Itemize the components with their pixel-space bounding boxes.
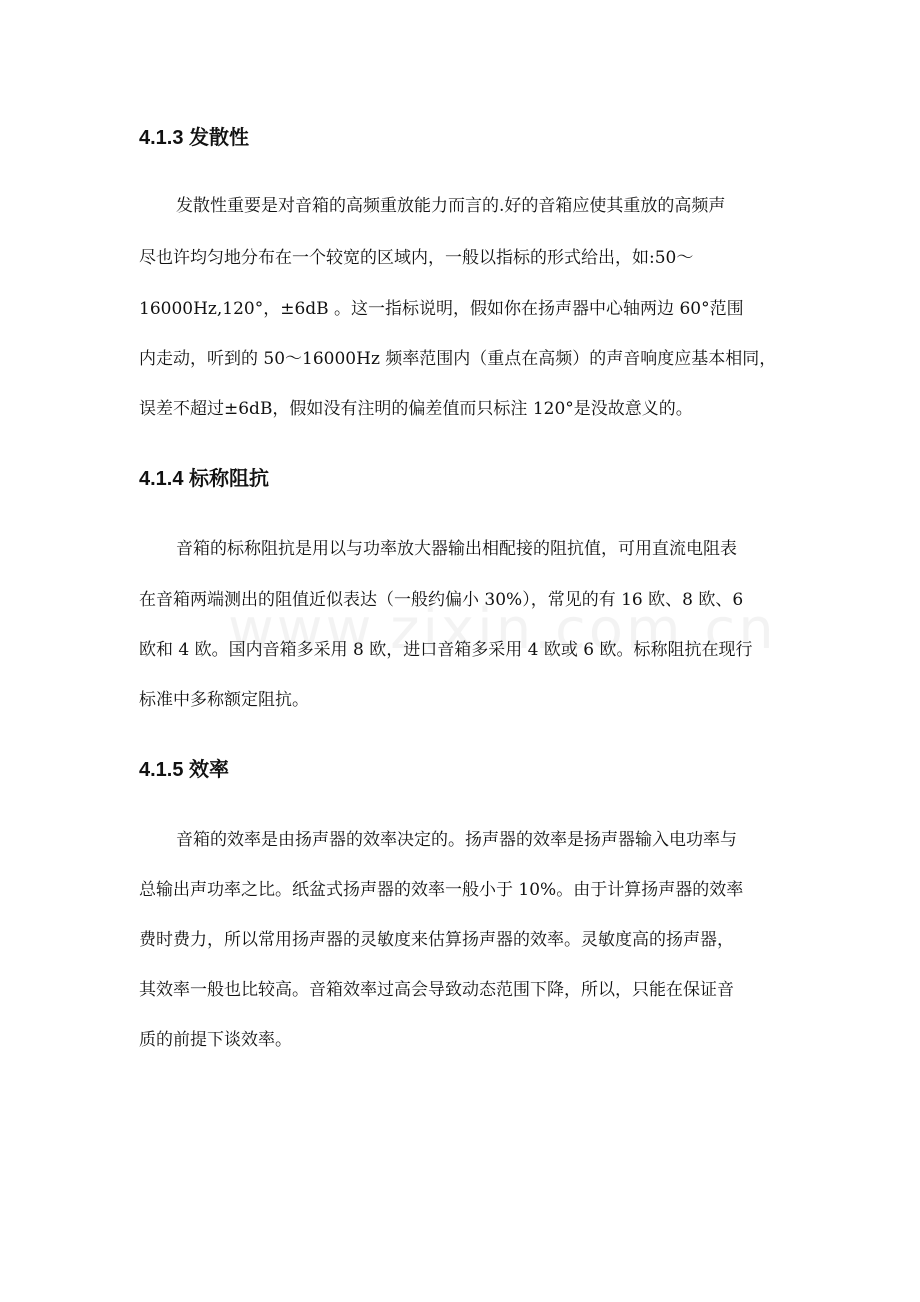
section-heading-divergence: 4.1.3 发散性: [139, 127, 250, 149]
paragraph-line: 发散性重要是对音箱的高频重放能力而言的.好的音箱应使其重放的高频声: [176, 196, 726, 216]
paragraph-line: 其效率一般也比较高。音箱效率过高会导致动态范围下降，所以，只能在保证音: [139, 980, 734, 1000]
paragraph-line: 音箱的效率是由扬声器的效率决定的。扬声器的效率是扬声器输入电功率与: [176, 830, 737, 850]
paragraph-line: 16000Hz,120°，±6dB 。这一指标说明，假如你在扬声器中心轴两边 60°范围: [139, 299, 744, 319]
paragraph-line: 费时费力，所以常用扬声器的灵敏度来估算扬声器的效率。灵敏度高的扬声器，: [139, 930, 734, 950]
paragraph-line: 质的前提下谈效率。: [139, 1030, 292, 1050]
paragraph-line: 标准中多称额定阻抗。: [139, 690, 309, 710]
paragraph-line: 总输出声功率之比。纸盆式扬声器的效率一般小于 10%。由于计算扬声器的效率: [139, 880, 744, 900]
paragraph-line: 在音箱两端测出的阻值近似表达（一般约偏小 30%），常见的有 16 欧、8 欧、6: [139, 590, 744, 610]
paragraph-line: 尽也许均匀地分布在一个较宽的区域内，一般以指标的形式给出，如:50～: [139, 248, 694, 268]
section-heading-efficiency: 4.1.5 效率: [139, 759, 230, 781]
paragraph-line: 内走动，听到的 50～16000Hz 频率范围内（重点在高频）的声音响度应基本相同，: [139, 349, 777, 369]
paragraph-line: 音箱的标称阻抗是用以与功率放大器输出相配接的阻抗值，可用直流电阻表: [176, 539, 737, 559]
section-heading-impedance: 4.1.4 标称阻抗: [139, 468, 270, 490]
paragraph-line: 误差不超过±6dB，假如没有注明的偏差值而只标注 120°是没故意义的。: [139, 399, 693, 419]
paragraph-line: 欧和 4 欧。国内音箱多采用 8 欧，进口音箱多采用 4 欧或 6 欧。标称阻抗在现行: [139, 640, 753, 660]
